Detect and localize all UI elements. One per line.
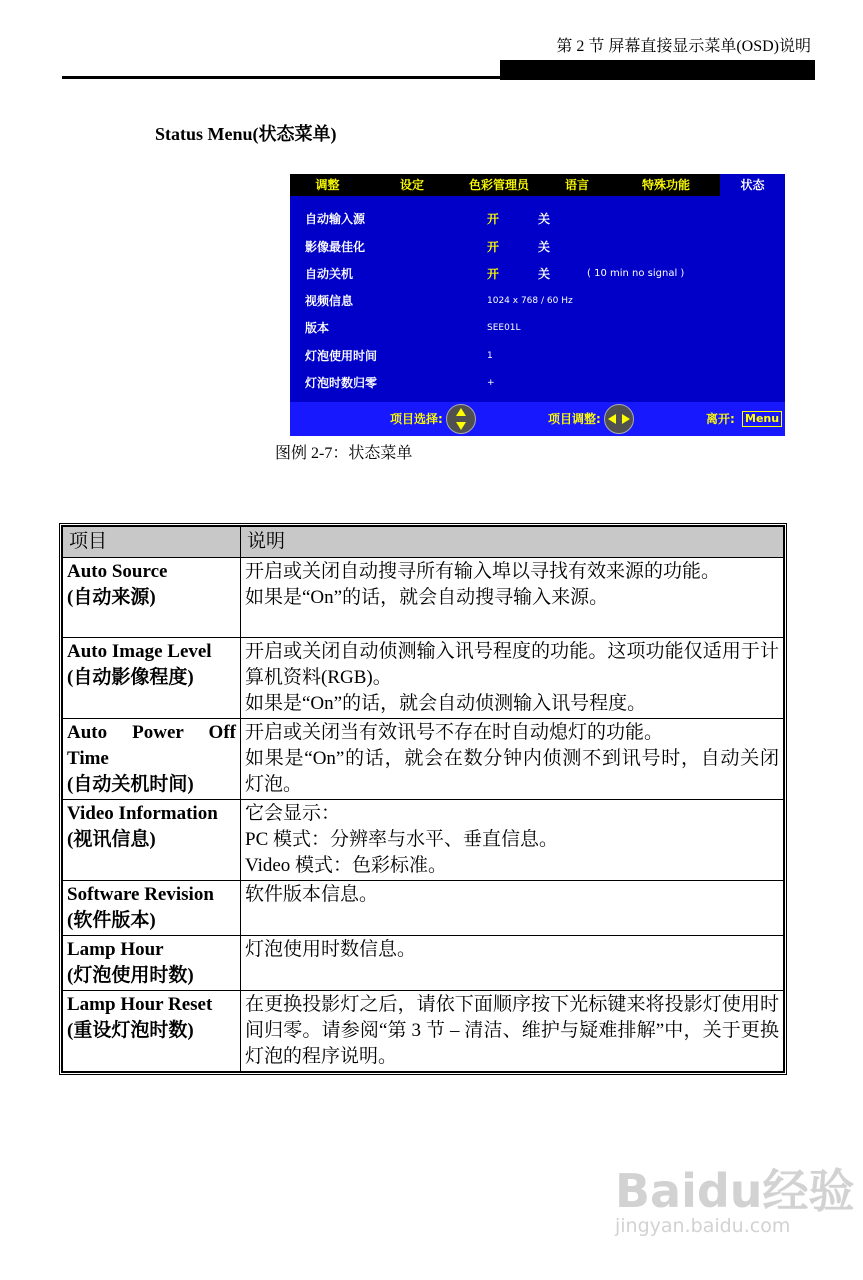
table-cell-desc: 开启或关闭自动搜寻所有输入埠以寻找有效来源的功能。 如果是“On”的话，就会自动搜寻输入来源。 [241, 558, 784, 638]
watermark-url: jingyan.baidu.com [615, 1215, 791, 1237]
osd-menu-screenshot [290, 174, 785, 436]
osd-help-bar [290, 402, 785, 436]
osd-row-label: 自动关机 [305, 267, 354, 281]
table-cell-item: Auto Source (自动来源) [63, 558, 241, 638]
table-row [63, 638, 784, 719]
osd-tab-special: 特殊功能 [641, 178, 690, 192]
osd-exit-hint: 离开: [706, 412, 735, 426]
table-cell-desc: 在更换投影灯之后，请依下面顺序按下光标键来将投影灯使用时间归零。请参阅“第 3 节 – 清洁、维护与疑难排解”中，关于更换灯泡的程序说明。 [241, 991, 784, 1072]
table-cell-desc: 开启或关闭自动侦测输入讯号程度的功能。这项功能仅适用于计算机资料(RGB)。 如果是“On”的话，就会自动侦测输入讯号程度。 [241, 638, 784, 719]
table-header-item: 项目 [63, 527, 241, 558]
watermark-brand: Baidu经验 [615, 1164, 855, 1218]
osd-tab-settings: 设定 [399, 178, 424, 192]
table-row [63, 719, 784, 800]
table-row [63, 800, 784, 881]
osd-row-lamp-reset [305, 373, 775, 393]
header-rule [62, 76, 500, 79]
osd-row-note: ( 10 min no signal ) [587, 268, 685, 279]
osd-row-value: + [487, 378, 495, 388]
figure-caption: 图例 2-7：状态菜单 [275, 445, 413, 462]
table-row [63, 558, 784, 638]
updown-dial-icon [446, 404, 476, 434]
menu-key-icon: Menu [742, 411, 782, 427]
table-header-row [63, 527, 784, 558]
osd-row-label: 灯泡时数归零 [305, 376, 378, 390]
osd-option-on: 开 [487, 212, 500, 226]
table-cell-desc: 它会显示： PC 模式：分辨率与水平、垂直信息。 Video 模式：色彩标准。 [241, 800, 784, 881]
osd-row-value: SEE01L [487, 323, 521, 333]
status-menu-table [59, 523, 787, 1075]
osd-tab-language: 语言 [564, 178, 589, 192]
table-cell-item: Lamp Hour Reset (重设灯泡时数) [63, 991, 241, 1072]
osd-row-value: 1 [487, 351, 493, 361]
osd-row-label: 视频信息 [305, 294, 354, 308]
section-title: Status Menu(状态菜单) [155, 124, 337, 144]
osd-tab-color-manager: 色彩管理员 [468, 178, 529, 192]
osd-tab-status: 状态 [720, 174, 785, 196]
osd-row-version [305, 318, 775, 338]
osd-row-label: 自动输入源 [305, 212, 366, 226]
osd-select-hint: 项目选择: [390, 412, 443, 426]
osd-row-video-info [305, 291, 775, 311]
osd-row-auto-image [305, 237, 775, 257]
osd-row-lamp-hour [305, 346, 775, 366]
osd-row-value: 1024 x 768 / 60 Hz [487, 296, 573, 306]
osd-option-on: 开 [487, 267, 500, 281]
table-cell-desc: 软件版本信息。 [241, 881, 784, 936]
osd-row-auto-power-off [305, 264, 775, 284]
table-row [63, 881, 784, 936]
osd-row-auto-source [305, 209, 775, 229]
table-row [63, 991, 784, 1072]
osd-row-label: 版本 [305, 321, 330, 335]
osd-option-on: 开 [487, 240, 500, 254]
table-cell-item: Software Revision (软件版本) [63, 881, 241, 936]
table-cell-desc: 开启或关闭当有效讯号不存在时自动熄灯的功能。 如果是“On”的话，就会在数分钟内侦测不到讯号时，自动关闭灯泡。 [241, 719, 784, 800]
leftright-dial-icon [604, 404, 634, 434]
table-row [63, 936, 784, 991]
osd-tab-adjust: 调整 [315, 178, 340, 192]
table-cell-item: Lamp Hour (灯泡使用时数) [63, 936, 241, 991]
table-cell-item: Auto Power Off Time (自动关机时间) [63, 719, 241, 800]
osd-row-label: 影像最佳化 [305, 240, 366, 254]
osd-tab-bar [290, 174, 785, 196]
osd-option-off: 关 [538, 212, 551, 226]
header-section-title: 第 2 节 屏幕直接显示菜单(OSD)说明 [556, 38, 811, 55]
baidu-watermark [615, 1155, 855, 1237]
osd-row-label: 灯泡使用时间 [305, 349, 378, 363]
header-black-bar [500, 60, 815, 80]
table-cell-desc: 灯泡使用时数信息。 [241, 936, 784, 991]
osd-adjust-hint: 项目调整: [548, 412, 601, 426]
table-cell-item: Video Information (视讯信息) [63, 800, 241, 881]
osd-option-off: 关 [538, 240, 551, 254]
table-cell-item: Auto Image Level (自动影像程度) [63, 638, 241, 719]
osd-option-off: 关 [538, 267, 551, 281]
table-header-desc: 说明 [241, 527, 784, 558]
